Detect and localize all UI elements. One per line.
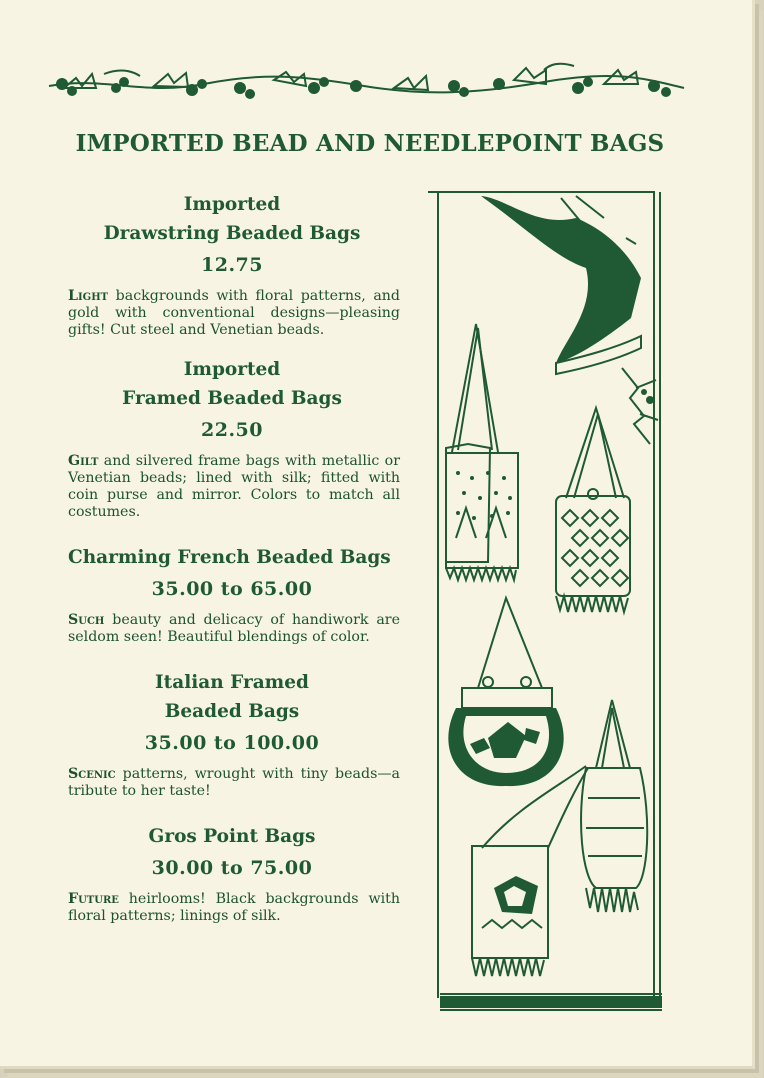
section-description bbox=[68, 612, 400, 646]
description-text: heirlooms! Black backgrounds with floral patterns; linings of silk. bbox=[68, 891, 400, 924]
section-price: 22.50 bbox=[201, 419, 263, 441]
product-section-french bbox=[64, 543, 400, 646]
section-heading-line: Charming French Beaded Bags bbox=[68, 547, 391, 568]
product-section-framed bbox=[64, 355, 400, 521]
section-price: 35.00 to 65.00 bbox=[151, 578, 313, 600]
beaded-bags-illustration bbox=[426, 188, 672, 1018]
section-heading-line: Drawstring Beaded Bags bbox=[103, 223, 361, 244]
lead-word: Gilt bbox=[68, 453, 99, 469]
page-title: IMPORTED BEAD AND NEEDLEPOINT BAGS bbox=[75, 130, 665, 157]
product-section-drawstring bbox=[64, 190, 400, 339]
section-price: 12.75 bbox=[201, 254, 263, 276]
section-heading-line: Imported bbox=[183, 359, 281, 380]
section-heading-line: Gros Point Bags bbox=[148, 826, 316, 847]
description-text: beauty and delicacy of handiwork are seldom seen! Beautiful blendings of color. bbox=[68, 612, 400, 645]
section-heading-line: Beaded Bags bbox=[164, 701, 300, 722]
section-description bbox=[68, 453, 400, 521]
product-section-gros-point bbox=[64, 822, 400, 925]
section-price: 35.00 to 100.00 bbox=[144, 732, 320, 754]
section-description bbox=[68, 766, 400, 800]
section-description bbox=[68, 891, 400, 925]
lead-word: Scenic bbox=[68, 766, 116, 782]
lead-word: Such bbox=[68, 612, 105, 628]
section-price: 30.00 to 75.00 bbox=[151, 857, 313, 879]
section-heading-line: Framed Beaded Bags bbox=[122, 388, 342, 409]
section-description bbox=[68, 288, 400, 339]
lead-word: Light bbox=[68, 288, 109, 304]
section-heading-line: Imported bbox=[183, 194, 281, 215]
product-section-italian bbox=[64, 668, 400, 800]
description-text: and silvered frame bags with metallic or Venetian beads; lined with silk; fitted with coin purse and mirror. Colors to match all costumes. bbox=[68, 453, 400, 520]
holly-garland-icon bbox=[44, 58, 689, 106]
description-text: backgrounds with floral patterns, and gold with conventional designs—pleasing gifts! Cut steel and Venetian beads. bbox=[68, 288, 401, 338]
section-heading-line: Italian Framed bbox=[155, 672, 309, 693]
lead-word: Future bbox=[68, 891, 119, 907]
description-text: patterns, wrought with tiny beads—a tribute to her taste! bbox=[68, 766, 400, 799]
product-list bbox=[64, 190, 400, 925]
